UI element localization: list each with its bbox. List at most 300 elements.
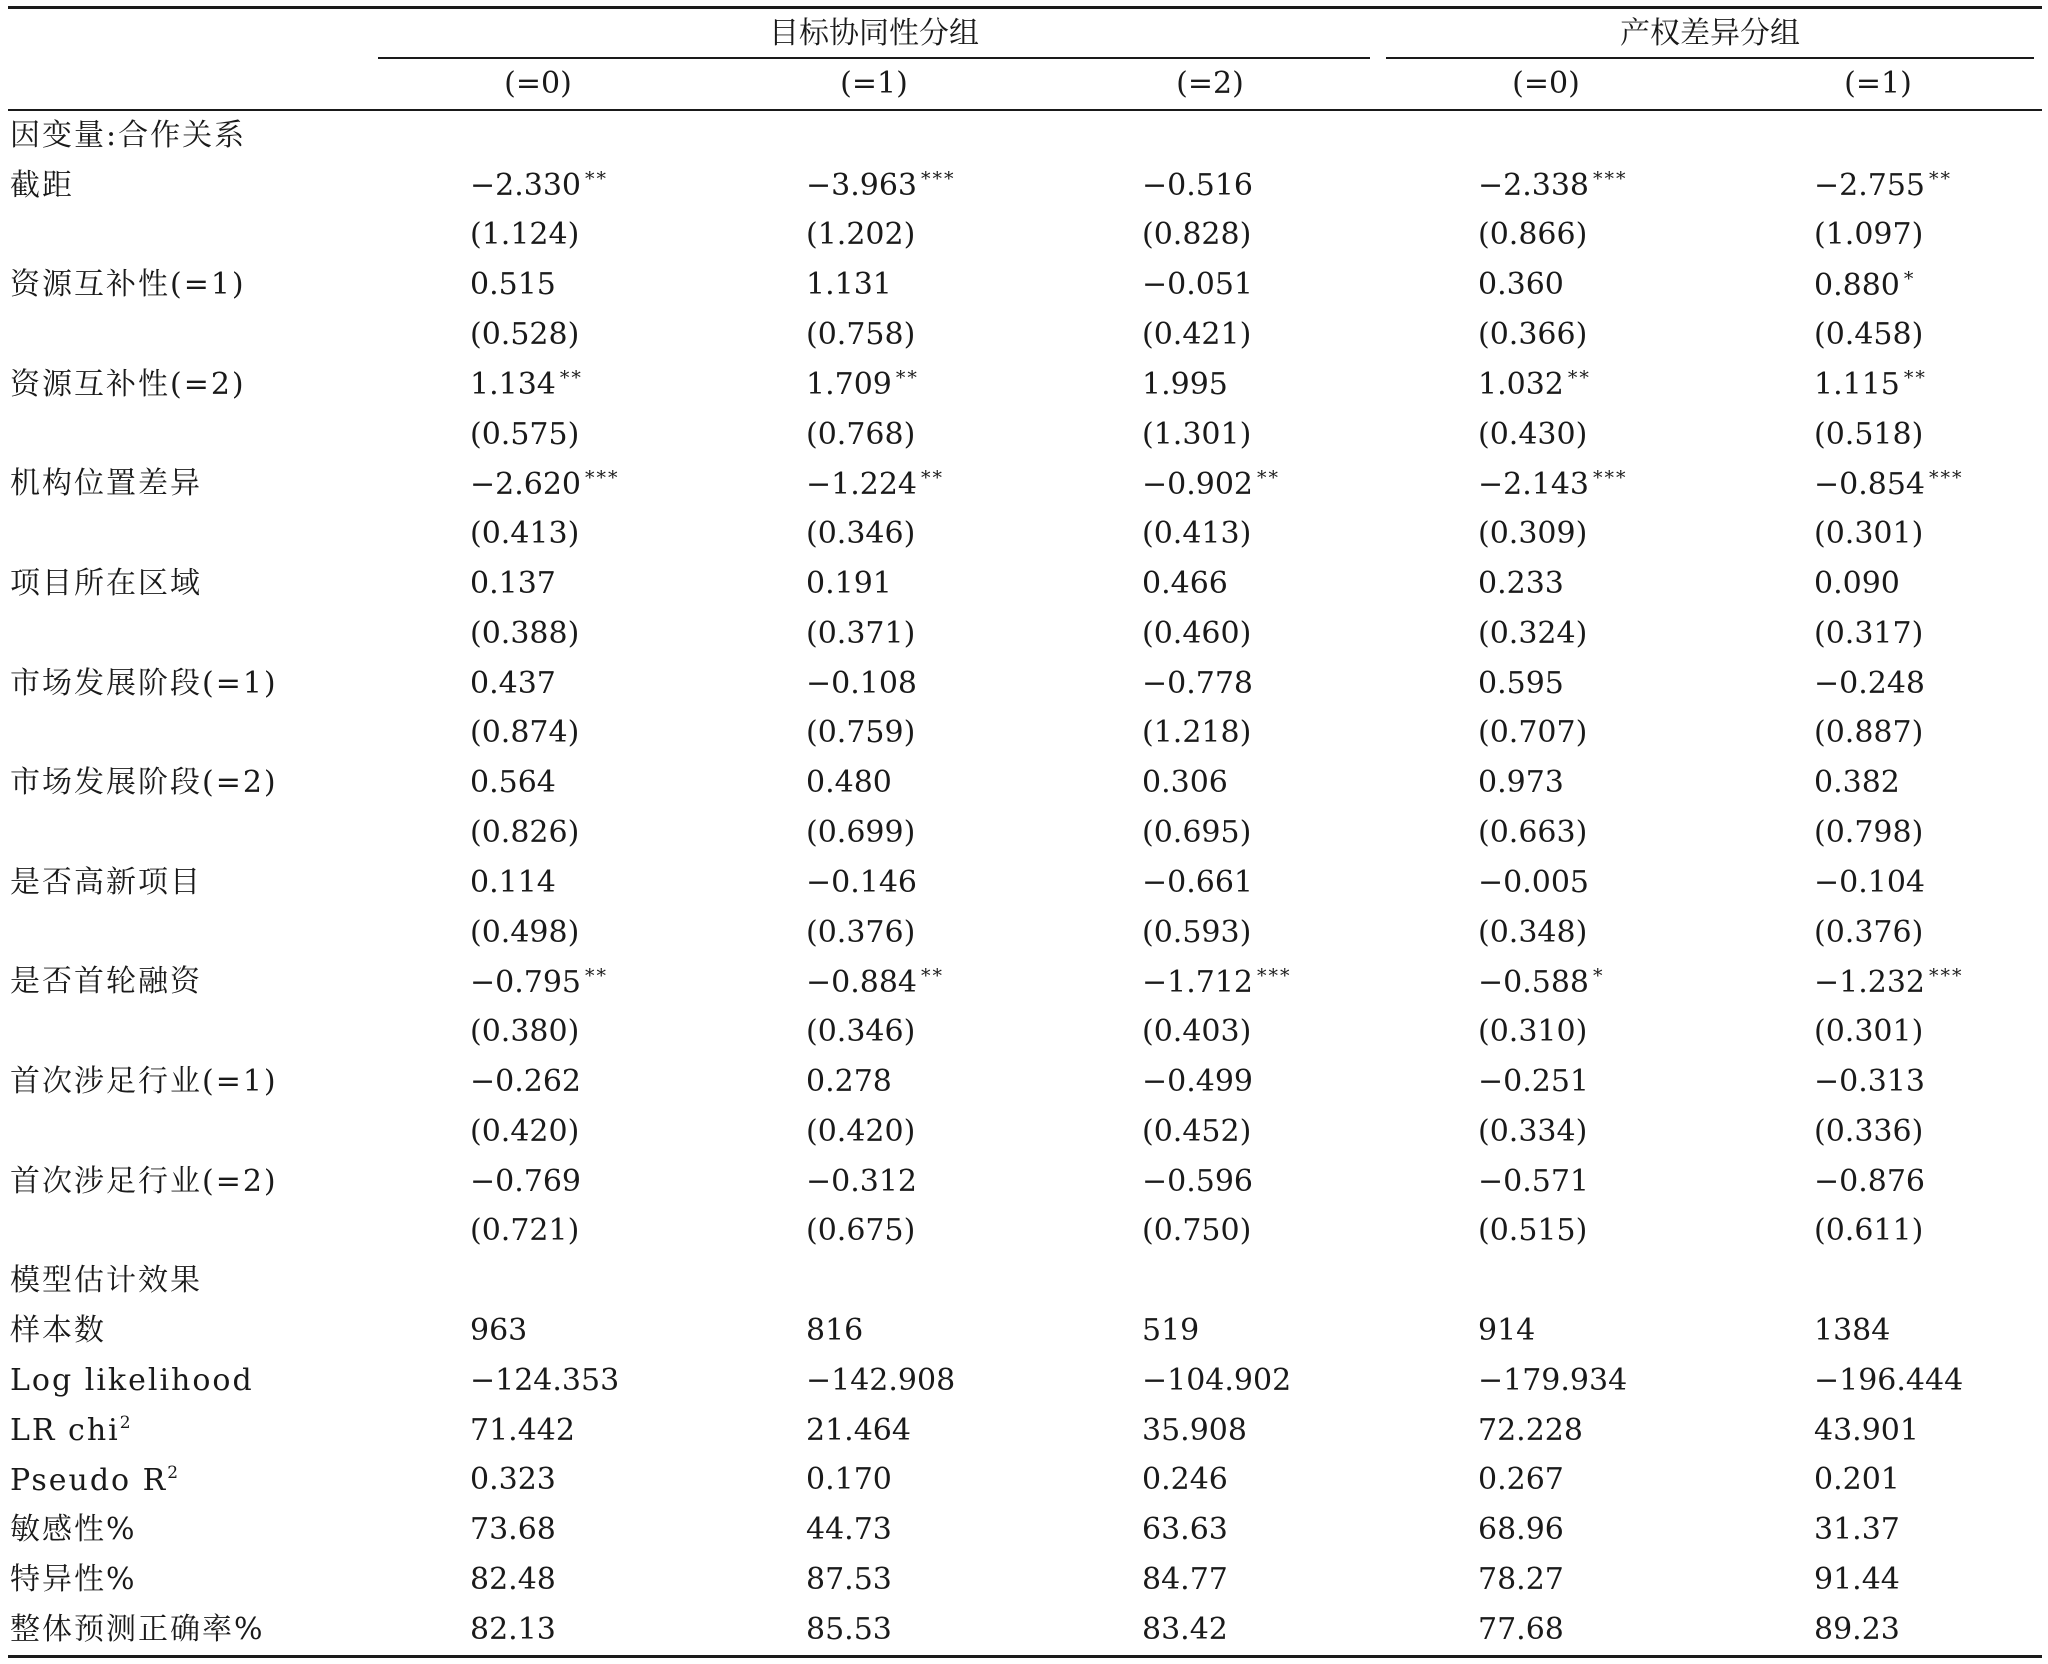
coef-value: −0.262 bbox=[470, 1064, 582, 1100]
coef-value: −2.330 bbox=[470, 168, 582, 204]
coef-cell bbox=[1714, 260, 2042, 310]
model-stat-row bbox=[8, 1555, 2042, 1605]
coef-cell bbox=[370, 260, 706, 310]
coef-cell bbox=[706, 858, 1042, 908]
model-stat-value: 43.901 bbox=[1814, 1412, 1919, 1448]
coef-value: −0.588 bbox=[1478, 964, 1590, 1000]
standard-error-cell: (0.866) bbox=[1478, 217, 1588, 253]
row-label: 是否首轮融资 bbox=[10, 964, 202, 1000]
standard-error-cell: (0.768) bbox=[806, 416, 916, 452]
coef-value: −0.312 bbox=[806, 1163, 918, 1199]
coef-cell bbox=[1042, 958, 1378, 1008]
coef-cell bbox=[1378, 559, 1714, 609]
model-stat-value: 0.246 bbox=[1142, 1462, 1228, 1498]
standard-error-cell: (0.430) bbox=[1478, 416, 1588, 452]
standard-error-cell: (0.346) bbox=[806, 1014, 916, 1050]
se-row bbox=[8, 310, 2042, 360]
group-header-property-rights bbox=[1378, 8, 2042, 60]
coef-value: 0.090 bbox=[1814, 566, 1900, 602]
coef-value: 0.480 bbox=[806, 765, 892, 801]
model-stat-value: 73.68 bbox=[470, 1512, 556, 1548]
model-stat-value: 35.908 bbox=[1142, 1412, 1247, 1448]
coef-cell bbox=[1042, 858, 1378, 908]
coef-cell bbox=[706, 659, 1042, 709]
coef-value: 0.233 bbox=[1478, 566, 1564, 602]
model-stat-value: 91.44 bbox=[1814, 1562, 1900, 1597]
coef-cell bbox=[370, 958, 706, 1008]
coef-cell bbox=[706, 1057, 1042, 1107]
model-stat-value: 84.77 bbox=[1142, 1562, 1228, 1597]
group-underline bbox=[1386, 57, 2034, 59]
coef-cell bbox=[706, 161, 1042, 211]
row-label: 市场发展阶段(=2) bbox=[10, 765, 278, 801]
standard-error-cell: (0.346) bbox=[806, 516, 916, 552]
row-label-blank bbox=[8, 310, 370, 360]
se-row bbox=[8, 211, 2042, 261]
model-stat-value: 914 bbox=[1478, 1313, 1536, 1349]
coef-cell bbox=[706, 360, 1042, 410]
coef-cell bbox=[370, 659, 706, 709]
coef-value: −0.661 bbox=[1142, 864, 1254, 900]
model-stat-label-text: LR chi bbox=[10, 1413, 120, 1449]
row-label-blank bbox=[8, 1207, 370, 1257]
significance-stars: *** bbox=[1929, 964, 1964, 987]
coef-cell bbox=[1378, 958, 1714, 1008]
coef-cell bbox=[1378, 758, 1714, 808]
coef-row bbox=[8, 758, 2042, 808]
coef-value: −1.232 bbox=[1814, 964, 1926, 1000]
table-header bbox=[8, 8, 2042, 111]
group-underline bbox=[378, 57, 1370, 59]
standard-error-cell: (0.798) bbox=[1814, 815, 1924, 851]
row-label: 首次涉足行业(=2) bbox=[10, 1163, 278, 1199]
significance-stars: *** bbox=[1593, 466, 1628, 489]
row-label: 首次涉足行业(=1) bbox=[10, 1064, 278, 1100]
coef-value: 1.709 bbox=[806, 367, 892, 403]
se-row bbox=[8, 808, 2042, 858]
coef-cell bbox=[1042, 161, 1378, 211]
standard-error-cell: (0.695) bbox=[1142, 815, 1252, 851]
standard-error-cell: (0.826) bbox=[470, 815, 580, 851]
standard-error-cell: (0.376) bbox=[806, 914, 916, 950]
se-row bbox=[8, 1207, 2042, 1257]
coef-cell bbox=[1042, 460, 1378, 510]
coef-cell bbox=[1042, 260, 1378, 310]
regression-table bbox=[8, 6, 2042, 1658]
standard-error-cell: (0.421) bbox=[1142, 317, 1252, 353]
standard-error-cell: (0.758) bbox=[806, 317, 916, 353]
regression-table-container bbox=[8, 6, 2042, 1658]
coef-cell bbox=[1042, 360, 1378, 410]
coef-value: −0.596 bbox=[1142, 1163, 1254, 1199]
coef-cell bbox=[370, 758, 706, 808]
coef-value: 0.278 bbox=[806, 1064, 892, 1100]
subcol-header: (=1) bbox=[706, 59, 1042, 110]
coef-value: −1.224 bbox=[806, 466, 918, 502]
row-label: 市场发展阶段(=1) bbox=[10, 665, 278, 701]
coef-cell bbox=[1378, 460, 1714, 510]
coef-cell bbox=[1714, 1157, 2042, 1207]
coef-cell bbox=[1042, 559, 1378, 609]
standard-error-cell: (0.515) bbox=[1478, 1213, 1588, 1249]
coef-value: −2.143 bbox=[1478, 466, 1590, 502]
coef-cell bbox=[370, 161, 706, 211]
coef-cell bbox=[1378, 360, 1714, 410]
model-stat-label bbox=[8, 1356, 370, 1406]
coef-value: −0.005 bbox=[1478, 864, 1590, 900]
standard-error-cell: (1.202) bbox=[806, 217, 916, 253]
se-row bbox=[8, 1007, 2042, 1057]
section-row-model bbox=[8, 1256, 2042, 1306]
coef-value: 1.134 bbox=[470, 367, 556, 403]
coef-value: 0.114 bbox=[470, 864, 556, 900]
model-stat-row bbox=[8, 1605, 2042, 1656]
standard-error-cell: (0.376) bbox=[1814, 914, 1924, 950]
row-label: 资源互补性(=1) bbox=[10, 267, 246, 303]
coef-value: −1.712 bbox=[1142, 964, 1254, 1000]
se-row bbox=[8, 509, 2042, 559]
subcolumn-header-row bbox=[8, 59, 2042, 110]
significance-stars: *** bbox=[585, 466, 620, 489]
coef-cell bbox=[1378, 1157, 1714, 1207]
significance-stars: ** bbox=[895, 367, 919, 390]
model-stat-label-text: Log likelihood bbox=[10, 1362, 254, 1398]
significance-stars: ** bbox=[1257, 466, 1281, 489]
model-stat-value: 82.13 bbox=[370, 1605, 706, 1656]
superscript: 2 bbox=[167, 1462, 181, 1483]
standard-error-cell: (0.348) bbox=[1478, 914, 1588, 950]
standard-error-cell: (0.828) bbox=[1142, 217, 1252, 253]
coef-value: −0.902 bbox=[1142, 466, 1254, 502]
coef-row bbox=[8, 958, 2042, 1008]
coef-value: 0.515 bbox=[470, 267, 556, 303]
model-stat-value: 63.63 bbox=[1142, 1512, 1228, 1548]
significance-stars: ** bbox=[585, 168, 609, 191]
standard-error-cell: (0.310) bbox=[1478, 1014, 1588, 1050]
significance-stars: ** bbox=[559, 367, 583, 390]
row-label-blank bbox=[8, 709, 370, 759]
model-stat-value: 0.170 bbox=[806, 1462, 892, 1498]
model-stat-value: −142.908 bbox=[806, 1362, 956, 1398]
row-label-blank bbox=[8, 1007, 370, 1057]
row-label: 是否高新项目 bbox=[10, 864, 202, 900]
coef-cell bbox=[370, 460, 706, 510]
model-stat-row bbox=[8, 1306, 2042, 1356]
coef-value: −0.248 bbox=[1814, 665, 1926, 701]
model-stat-label-text: 特异性% bbox=[10, 1562, 137, 1597]
standard-error-cell: (0.498) bbox=[470, 914, 580, 950]
coef-cell bbox=[706, 460, 1042, 510]
model-stat-label-text: 样本数 bbox=[10, 1313, 106, 1349]
row-label-blank bbox=[8, 509, 370, 559]
section-label-dependent: 因变量:合作关系 bbox=[10, 117, 247, 153]
coef-cell bbox=[706, 958, 1042, 1008]
standard-error-cell: (0.458) bbox=[1814, 317, 1924, 353]
model-stat-value: 83.42 bbox=[1042, 1605, 1378, 1656]
model-stat-value: 87.53 bbox=[806, 1562, 892, 1597]
standard-error-cell: (0.611) bbox=[1814, 1213, 1924, 1249]
subcol-header: (=0) bbox=[370, 59, 706, 110]
model-stat-value: −124.353 bbox=[470, 1362, 620, 1398]
coef-cell bbox=[1714, 161, 2042, 211]
coef-cell bbox=[1714, 858, 2042, 908]
significance-stars: *** bbox=[1593, 168, 1628, 191]
coef-value: 0.880 bbox=[1814, 267, 1900, 303]
coef-row bbox=[8, 1057, 2042, 1107]
significance-stars: * bbox=[1593, 964, 1605, 987]
model-stat-value: 816 bbox=[806, 1313, 864, 1349]
significance-stars: ** bbox=[1567, 367, 1591, 390]
standard-error-cell: (0.528) bbox=[470, 317, 580, 353]
se-row bbox=[8, 609, 2042, 659]
coef-value: −0.108 bbox=[806, 665, 918, 701]
coef-row bbox=[8, 360, 2042, 410]
coef-cell bbox=[1378, 161, 1714, 211]
coef-value: −0.251 bbox=[1478, 1064, 1590, 1100]
subcol-header: (=0) bbox=[1378, 59, 1714, 110]
coef-value: −2.338 bbox=[1478, 168, 1590, 204]
coef-row bbox=[8, 161, 2042, 211]
coef-value: 0.595 bbox=[1478, 665, 1564, 701]
row-label-blank bbox=[8, 609, 370, 659]
model-stat-value: −179.934 bbox=[1478, 1362, 1628, 1398]
standard-error-cell: (0.309) bbox=[1478, 516, 1588, 552]
coef-value: −3.963 bbox=[806, 168, 918, 204]
coef-value: 1.032 bbox=[1478, 367, 1564, 403]
coef-cell bbox=[1042, 758, 1378, 808]
coef-cell bbox=[1714, 758, 2042, 808]
standard-error-cell: (0.593) bbox=[1142, 914, 1252, 950]
coef-value: −0.104 bbox=[1814, 864, 1926, 900]
se-row bbox=[8, 1107, 2042, 1157]
model-stat-row bbox=[8, 1356, 2042, 1406]
coef-cell bbox=[706, 1157, 1042, 1207]
standard-error-cell: (0.336) bbox=[1814, 1113, 1924, 1149]
group-title-property-rights: 产权差异分组 bbox=[1620, 16, 1800, 51]
significance-stars: *** bbox=[921, 168, 956, 191]
row-label-blank bbox=[8, 808, 370, 858]
standard-error-cell: (0.675) bbox=[806, 1213, 916, 1249]
coef-cell bbox=[1714, 360, 2042, 410]
se-row bbox=[8, 410, 2042, 460]
coef-cell bbox=[370, 360, 706, 410]
standard-error-cell: (1.301) bbox=[1142, 416, 1252, 452]
model-stat-value: 78.27 bbox=[1478, 1562, 1564, 1597]
coef-row bbox=[8, 858, 2042, 908]
coef-cell bbox=[1378, 858, 1714, 908]
model-stat-label bbox=[8, 1456, 370, 1506]
standard-error-cell: (1.097) bbox=[1814, 217, 1924, 253]
model-stat-value: 0.201 bbox=[1814, 1462, 1900, 1498]
standard-error-cell: (0.707) bbox=[1478, 715, 1588, 751]
model-stat-value: 72.228 bbox=[1478, 1412, 1583, 1448]
standard-error-cell: (0.759) bbox=[806, 715, 916, 751]
row-label-blank bbox=[8, 1107, 370, 1157]
significance-stars: ** bbox=[585, 964, 609, 987]
standard-error-cell: (1.218) bbox=[1142, 715, 1252, 751]
row-label-blank bbox=[8, 410, 370, 460]
standard-error-cell: (0.413) bbox=[470, 516, 580, 552]
coef-value: −0.499 bbox=[1142, 1064, 1254, 1100]
coef-value: 1.131 bbox=[806, 267, 892, 303]
coef-cell bbox=[370, 1157, 706, 1207]
model-stat-value: 31.37 bbox=[1814, 1512, 1900, 1548]
coef-value: −0.876 bbox=[1814, 1163, 1926, 1199]
standard-error-cell: (0.317) bbox=[1814, 615, 1924, 651]
significance-stars: ** bbox=[1929, 168, 1953, 191]
model-stat-value: 0.267 bbox=[1478, 1462, 1564, 1498]
standard-error-cell: (0.575) bbox=[470, 416, 580, 452]
subcol-header: (=2) bbox=[1042, 59, 1378, 110]
standard-error-cell: (0.420) bbox=[806, 1113, 916, 1149]
row-label: 截距 bbox=[10, 167, 74, 203]
model-stat-label-text: Pseudo R bbox=[10, 1462, 168, 1498]
coef-value: 0.466 bbox=[1142, 566, 1228, 602]
significance-stars: ** bbox=[1903, 367, 1927, 390]
coef-cell bbox=[1714, 460, 2042, 510]
standard-error-cell: (0.420) bbox=[470, 1113, 580, 1149]
model-stat-value: −104.902 bbox=[1142, 1362, 1292, 1398]
standard-error-cell: (0.301) bbox=[1814, 516, 1924, 552]
coef-cell bbox=[706, 758, 1042, 808]
standard-error-cell: (0.334) bbox=[1478, 1113, 1588, 1149]
coef-row bbox=[8, 1157, 2042, 1207]
model-stat-row bbox=[8, 1406, 2042, 1456]
coef-cell bbox=[370, 1057, 706, 1107]
model-stat-value: 71.442 bbox=[470, 1412, 575, 1448]
coef-value: −2.620 bbox=[470, 466, 582, 502]
standard-error-cell: (0.518) bbox=[1814, 416, 1924, 452]
significance-stars: *** bbox=[1257, 964, 1292, 987]
standard-error-cell: (0.324) bbox=[1478, 615, 1588, 651]
coef-value: −0.313 bbox=[1814, 1064, 1926, 1100]
standard-error-cell: (0.388) bbox=[470, 615, 580, 651]
standard-error-cell: (0.366) bbox=[1478, 317, 1588, 353]
coef-cell bbox=[1714, 958, 2042, 1008]
significance-stars: ** bbox=[921, 466, 945, 489]
model-stat-label bbox=[8, 1406, 370, 1456]
coef-value: −0.769 bbox=[470, 1163, 582, 1199]
subcol-header: (=1) bbox=[1714, 59, 2042, 110]
coef-cell bbox=[1378, 1057, 1714, 1107]
model-stat-value: 77.68 bbox=[1378, 1605, 1714, 1656]
coef-value: −2.755 bbox=[1814, 168, 1926, 204]
model-stat-label bbox=[8, 1605, 370, 1656]
coef-cell bbox=[706, 559, 1042, 609]
coef-cell bbox=[1378, 260, 1714, 310]
model-stat-value: 89.23 bbox=[1714, 1605, 2042, 1656]
row-label-blank bbox=[8, 211, 370, 261]
coef-cell bbox=[1714, 1057, 2042, 1107]
row-label-blank bbox=[8, 908, 370, 958]
model-stat-value: 82.48 bbox=[470, 1562, 556, 1597]
coef-value: 1.115 bbox=[1814, 367, 1900, 403]
header-blank bbox=[8, 8, 370, 60]
coef-value: 0.973 bbox=[1478, 765, 1564, 801]
model-stat-value: 85.53 bbox=[706, 1605, 1042, 1656]
group-header-goal-synergy bbox=[370, 8, 1378, 60]
standard-error-cell: (0.874) bbox=[470, 715, 580, 751]
coef-cell bbox=[370, 858, 706, 908]
model-stat-value: 1384 bbox=[1814, 1313, 1891, 1349]
se-row bbox=[8, 908, 2042, 958]
row-label: 资源互补性(=2) bbox=[10, 366, 246, 402]
coef-row bbox=[8, 659, 2042, 709]
section-label-model: 模型估计效果 bbox=[10, 1263, 202, 1299]
standard-error-cell: (0.380) bbox=[470, 1014, 580, 1050]
coef-row bbox=[8, 559, 2042, 609]
model-stat-label bbox=[8, 1555, 370, 1605]
coef-value: 0.382 bbox=[1814, 765, 1900, 801]
group-title-goal-synergy: 目标协同性分组 bbox=[769, 16, 979, 51]
standard-error-cell: (0.413) bbox=[1142, 516, 1252, 552]
standard-error-cell: (0.460) bbox=[1142, 615, 1252, 651]
model-stat-value: −196.444 bbox=[1814, 1362, 1964, 1398]
standard-error-cell: (0.452) bbox=[1142, 1113, 1252, 1149]
model-stat-label bbox=[8, 1306, 370, 1356]
significance-stars: ** bbox=[921, 964, 945, 987]
table-body bbox=[8, 110, 2042, 1656]
coef-value: −0.778 bbox=[1142, 665, 1254, 701]
header-blank bbox=[8, 59, 370, 110]
coef-value: −0.795 bbox=[470, 964, 582, 1000]
coef-row bbox=[8, 260, 2042, 310]
coef-cell bbox=[1378, 659, 1714, 709]
model-stat-value: 68.96 bbox=[1478, 1512, 1564, 1548]
standard-error-cell: (0.663) bbox=[1478, 815, 1588, 851]
section-row-dependent bbox=[8, 110, 2042, 161]
coef-value: 0.437 bbox=[470, 665, 556, 701]
coef-cell bbox=[1042, 1157, 1378, 1207]
model-stat-value: 44.73 bbox=[806, 1512, 892, 1548]
superscript: 2 bbox=[119, 1413, 133, 1434]
coef-value: 0.306 bbox=[1142, 765, 1228, 801]
coef-value: 0.564 bbox=[470, 765, 556, 801]
standard-error-cell: (0.301) bbox=[1814, 1014, 1924, 1050]
standard-error-cell: (0.371) bbox=[806, 615, 916, 651]
model-stat-label-text: 整体预测正确率% bbox=[10, 1611, 265, 1647]
model-stat-value: 21.464 bbox=[806, 1412, 911, 1448]
model-stat-label-text: 敏感性% bbox=[10, 1512, 137, 1548]
model-stat-row bbox=[8, 1505, 2042, 1555]
model-stat-value: 963 bbox=[470, 1313, 528, 1349]
coef-value: 0.191 bbox=[806, 566, 892, 602]
coef-value: 0.360 bbox=[1478, 267, 1564, 303]
group-header-row bbox=[8, 8, 2042, 60]
model-stat-label bbox=[8, 1505, 370, 1555]
coef-value: −0.146 bbox=[806, 864, 918, 900]
coef-value: −0.051 bbox=[1142, 267, 1254, 303]
row-label: 项目所在区域 bbox=[10, 566, 202, 602]
coef-cell bbox=[1714, 659, 2042, 709]
se-row bbox=[8, 709, 2042, 759]
standard-error-cell: (0.750) bbox=[1142, 1213, 1252, 1249]
coef-cell bbox=[706, 260, 1042, 310]
standard-error-cell: (0.403) bbox=[1142, 1014, 1252, 1050]
model-stat-row bbox=[8, 1456, 2042, 1506]
coef-value: 0.137 bbox=[470, 566, 556, 602]
coef-value: −0.854 bbox=[1814, 466, 1926, 502]
coef-row bbox=[8, 460, 2042, 510]
coef-value: −0.884 bbox=[806, 964, 918, 1000]
significance-stars: *** bbox=[1929, 466, 1964, 489]
coef-cell bbox=[370, 559, 706, 609]
coef-value: −0.516 bbox=[1142, 167, 1254, 203]
model-stat-value: 519 bbox=[1142, 1313, 1200, 1349]
coef-value: −0.571 bbox=[1478, 1163, 1590, 1199]
coef-cell bbox=[1042, 659, 1378, 709]
standard-error-cell: (0.887) bbox=[1814, 715, 1924, 751]
